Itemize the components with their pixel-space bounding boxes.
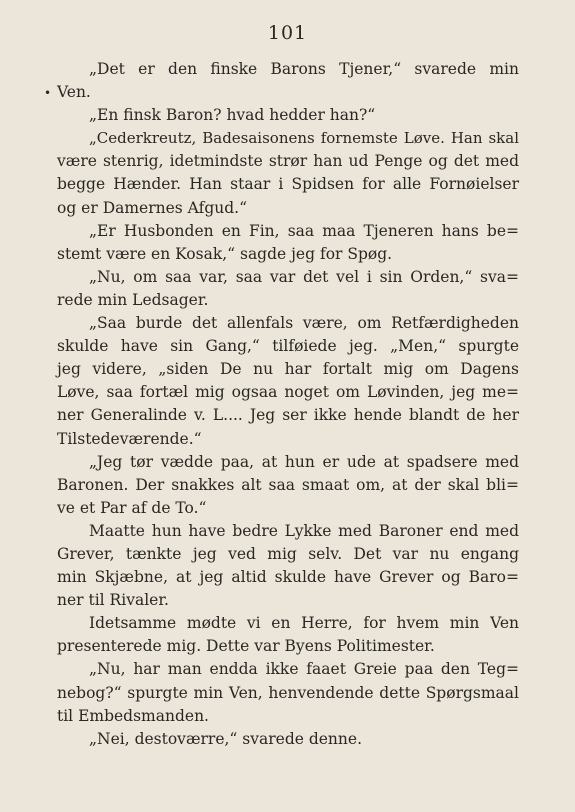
- text-line: „Cederkreutz, Badesaisonens fornemste Løve. Han skal: [89, 129, 519, 148]
- text-line: stemt være en Kosak,“ sagde jeg for Spøg.: [57, 244, 393, 263]
- text-line: „En finsk Baron? hvad hedder han?“: [89, 106, 376, 125]
- text-line: Tilstedeværende.“: [57, 429, 202, 448]
- text-line: Grever, tænkte jeg ved mig selv. Det var nu engang: [57, 544, 519, 563]
- text-line: „Jeg tør vædde paa, at hun er ude at spadsere med: [89, 452, 519, 471]
- text-line: presenterede mig. Dette var Byens Politimester.: [57, 637, 435, 656]
- text-line: nebog?“ spurgte min Ven, henvendende dette Spørgsmaal: [57, 683, 519, 702]
- text-line: Ven.: [57, 83, 91, 102]
- text-line: skulde have sin Gang,“ tilføiede jeg. „Men,“ spurgte: [57, 337, 519, 356]
- text-line: til Embedsmanden.: [57, 706, 209, 725]
- text-line: „Saa burde det allenfals være, om Retfærdigheden: [89, 314, 519, 333]
- text-line: jeg videre, „siden De nu har fortalt mig om Dagens: [57, 360, 519, 379]
- text-line: være stenrig, idetmindste strør han ud Penge og det med: [57, 152, 519, 171]
- text-line: Idetsamme mødte vi en Herre, for hvem min Ven: [89, 614, 519, 633]
- page-number: 101: [267, 22, 308, 44]
- text-line: „Nei, destoværre,“ svarede denne.: [89, 729, 362, 748]
- text-line: ve et Par af de To.“: [57, 498, 207, 517]
- text-line: „Nu, har man endda ikke faaet Greie paa den Teg=: [89, 660, 519, 679]
- text-line: rede min Ledsager.: [57, 290, 209, 309]
- text-line: ner til Rivaler.: [57, 591, 169, 610]
- text-line: Løve, saa fortæl mig ogsaa noget om Løvinden, jeg me=: [57, 383, 519, 402]
- text-line: min Skjæbne, at jeg altid skulde have Grever og Baro=: [57, 568, 519, 587]
- text-line: „Nu, om saa var, saa var det vel i sin Orden,“ sva=: [89, 267, 519, 286]
- text-line: „Er Husbonden en Fin, saa maa Tjeneren hans be=: [89, 221, 519, 240]
- text-line: ner Generalinde v. L.... Jeg ser ikke hende blandt de her: [57, 406, 519, 425]
- body-text: [57, 58, 519, 751]
- text-line: Baronen. Der snakkes alt saa smaat om, at der skal bli=: [57, 475, 519, 494]
- text-line: og er Damernes Afgud.“: [57, 198, 248, 217]
- text-line: Maatte hun have bedre Lykke med Baroner end med: [89, 521, 519, 540]
- text-line: „Det er den finske Barons Tjener,“ svarede min: [89, 60, 519, 78]
- margin-dot-mark: •: [44, 86, 52, 100]
- text-line: begge Hænder. Han staar i Spidsen for alle Fornøielser: [57, 175, 519, 194]
